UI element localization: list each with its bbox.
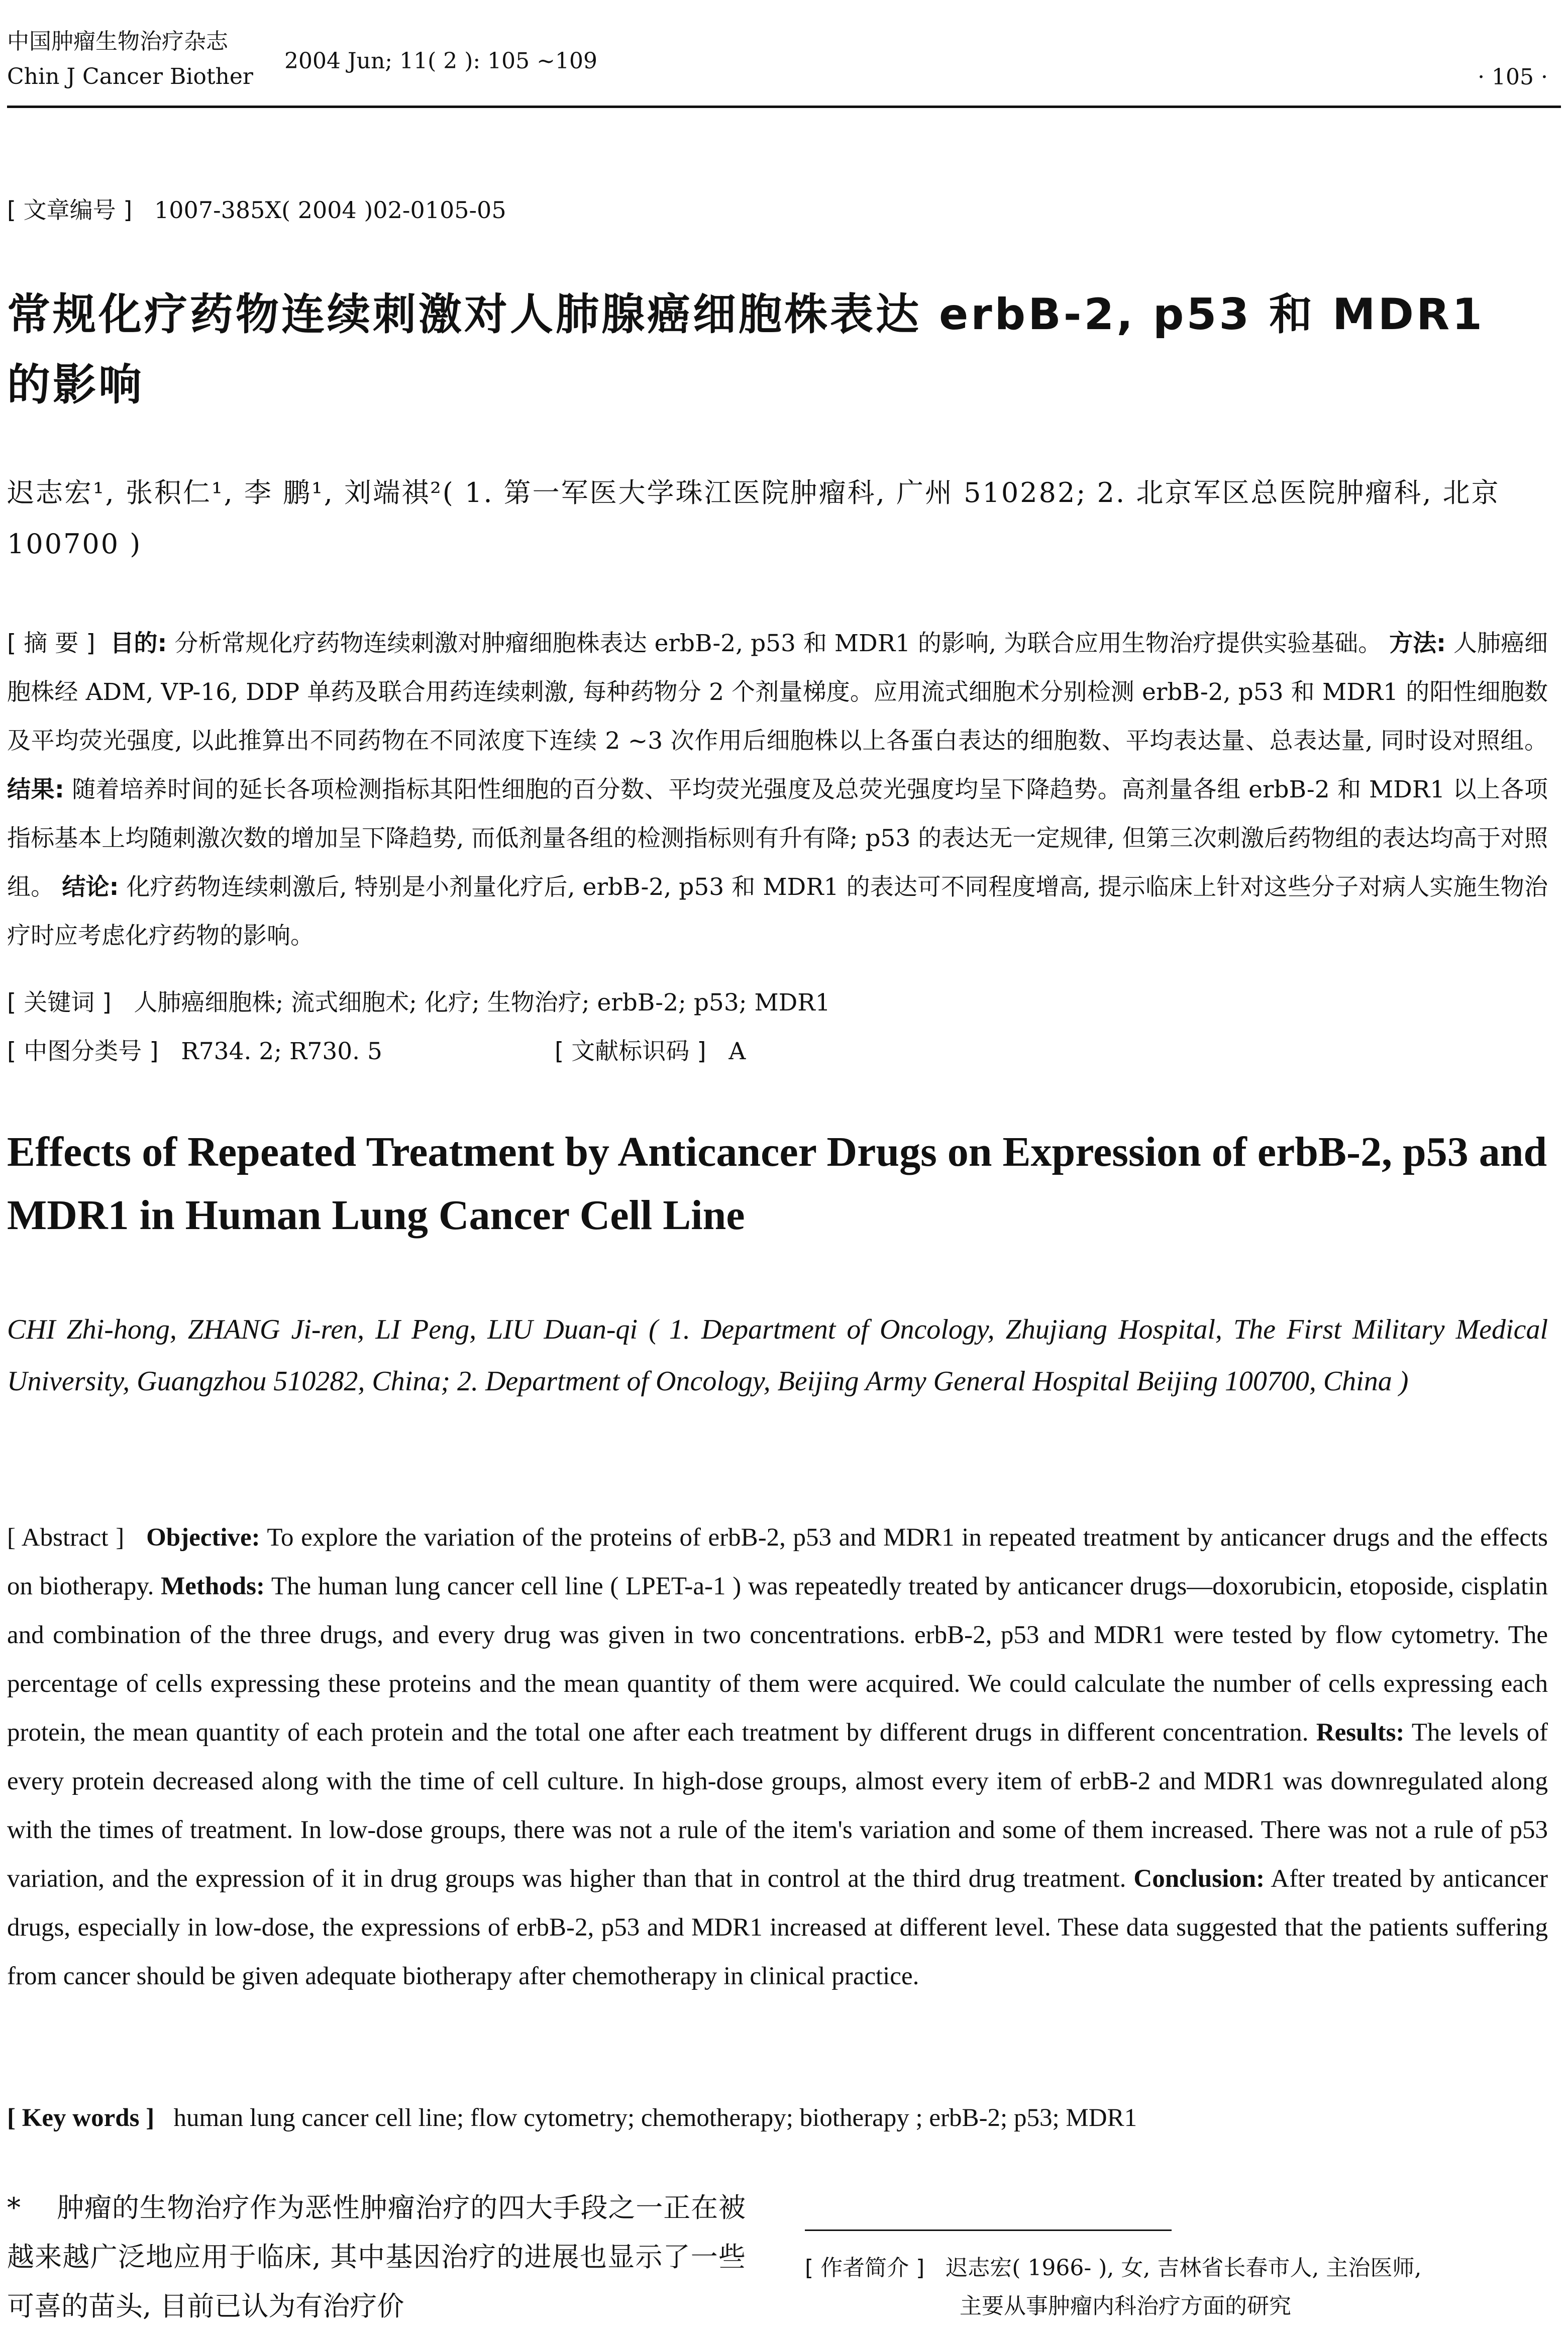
conclusion-cn: 化疗药物连续刺激后, 特别是小剂量化疗后, erbB-2, p53 和 MDR1 的表达可不同程度增高, 提示临床上针对这些分子对病人实施生物治疗时应考虑化疗药物的影响。 [7,873,1548,950]
chinese-title: 常规化疗药物连续刺激对人肺腺癌细胞株表达 erbB-2, p53 和 MDR1 的影响 [7,289,1485,410]
article-number-label: [ 文章编号 ] [7,196,133,224]
article-number [7,192,1548,225]
english-title: Effects of Repeated Treatment by Anticancer Drugs on Expression of erbB-2, p53 and MDR1 in Human Lung Cancer Cell Line [7,1129,1547,1239]
article-number-value: 1007-385X( 2004 )02-0105-05 [154,196,506,224]
conclusion-label-en: Conclusion: [1133,1865,1265,1893]
methods-en: The human lung cancer cell line ( LPET-a-1 ) was repeatedly treated by anticancer drugs—doxorubicin, etoposide, cisplatin and combination of the three drugs, and every drug was given in two concentrations. erbB-2, p53 and MDR1 were tested by flow cytometry. The percentage of cells expressing these proteins and the mean quantity of them were acquired. We could calculate the number of cells expressing each protein, the mean quantity of each protein and the total one after each treatment by different drugs in different concentration. [7,1572,1548,1747]
intro-marker: * [7,2192,21,2223]
methods-label-cn: 方法: [1389,630,1446,657]
methods-cn: 人肺癌细胞株经 ADM, VP-16, DDP 单药及联合用药连续刺激, 每种药物分 2 个剂量梯度。应用流式细胞术分别检测 erbB-2, p53 和 MDR1 的阳性细胞数及平均荧光强度, 以此推算出不同药物在不同浓度下连续 2 ~3 次作用后细胞株以上各蛋白表达的细胞数、平均表达量、总表达量, 同时设对照组。 [7,630,1548,755]
abstract-label-cn: [ 摘 要 ] [7,630,95,657]
chinese-keywords [7,984,1548,1018]
objective-label-cn: 目的: [110,630,167,657]
doc-id-label: [ 文献标识码 ] [555,1038,706,1065]
keywords-label-en: [ Key words ] [7,2104,155,2132]
objective-label-en: Objective: [146,1524,260,1552]
header-rule [7,106,1561,108]
clc-label: [ 中图分类号 ] [7,1038,159,1065]
intro-paragraph [7,2183,746,2331]
abstract-label-en: [ Abstract ] [7,1524,125,1552]
conclusion-label-cn: 结论: [62,873,119,901]
conclusion-en: After treated by anticancer drugs, especially in low-dose, the expressions of erbB-2, p53 and MDR1 increased at different level. These data suggested that the patients suffering from cancer should be given adequate biotherapy after chemotherapy in clinical practice. [7,1865,1548,1990]
results-label-en: Results: [1316,1718,1405,1747]
english-abstract [7,1513,1548,2001]
results-en: The levels of every protein decreased along with the time of cell culture. In high-dose groups, almost every item of erbB-2 and MDR1 was downregulated along with the times of treatment. In low-dose groups, there was not a rule of the item's variation and some of them increased. There was not a rule of p53 variation, and the expression of it in drug groups was higher than that in control at the third drug treatment. [7,1718,1548,1893]
issue-info: 2004 Jun; 11( 2 ): 105 ~109 [284,48,598,74]
footnote-line2: 主要从事肿瘤内科治疗方面的研究 [960,2293,1291,2319]
author-footnote [805,2249,1548,2325]
intro-text: 肿瘤的生物治疗作为恶性肿瘤治疗的四大手段之一正在被越来越广泛地应用于临床, 其中基因治疗的进展也显示了一些可喜的苗头, 目前已认为有治疗价 [7,2192,746,2322]
clc-value: R734. 2; R730. 5 [181,1038,382,1065]
journal-name [7,24,253,94]
footnote-rule [805,2229,1172,2231]
doc-id-value: A [728,1038,746,1065]
document-code [555,1033,746,1066]
chinese-abstract [7,619,1548,960]
page-number: · 105 · [1478,64,1548,90]
chinese-authors: 迟志宏¹, 张积仁¹, 李 鹏¹, 刘端祺²( 1. 第一军医大学珠江医院肿瘤科, 广州 510282; 2. 北京军区总医院肿瘤科, 北京 100700 ) [7,477,1500,560]
objective-en: To explore the variation of the proteins of erbB-2, p53 and MDR1 in repeated treatment by anticancer drugs and the effects on biotherapy. [7,1524,1548,1600]
classification-line [7,1033,1548,1066]
results-label-cn: 结果: [7,776,64,803]
keywords-en: human lung cancer cell line; flow cytometry; chemotherapy; biotherapy ; erbB-2; p53; MDR1 [173,2104,1137,2132]
keywords-label-cn: [ 关键词 ] [7,989,112,1017]
footnote-line1: 迟志宏( 1966- ), 女, 吉林省长春市人, 主治医师, [946,2255,1422,2281]
english-authors: CHI Zhi-hong, ZHANG Ji-ren, LI Peng, LIU Duan-qi ( 1. Department of Oncology, Zhujiang Hospital, The First Military Medical University, Guangzhou 510282, China; 2. Department of Oncology, Beijing Army General Hospital Beijing 100700, China ) [7,1314,1548,1397]
results-cn: 随着培养时间的延长各项检测指标其阳性细胞的百分数、平均荧光强度及总荧光强度均呈下降趋势。高剂量各组 erbB-2 和 MDR1 以上各项指标基本上均随刺激次数的增加呈下降趋势, 而低剂量各组的检测指标则有升有降; p53 的表达无一定规律, 但第三次刺激后药物组的表达均高于对照组。 [7,776,1548,901]
footnote-label: [ 作者简介 ] [805,2255,925,2281]
objective-cn: 分析常规化疗药物连续刺激对肿瘤细胞株表达 erbB-2, p53 和 MDR1 的影响, 为联合应用生物治疗提供实验基础。 [174,630,1382,657]
journal-name-en: Chin J Cancer Biother [7,64,253,89]
english-keywords [7,2103,1548,2133]
journal-name-cn: 中国肿瘤生物治疗杂志 [7,29,228,54]
methods-label-en: Methods: [161,1572,265,1600]
keywords-cn: 人肺癌细胞株; 流式细胞术; 化疗; 生物治疗; erbB-2; p53; MDR1 [134,989,830,1017]
